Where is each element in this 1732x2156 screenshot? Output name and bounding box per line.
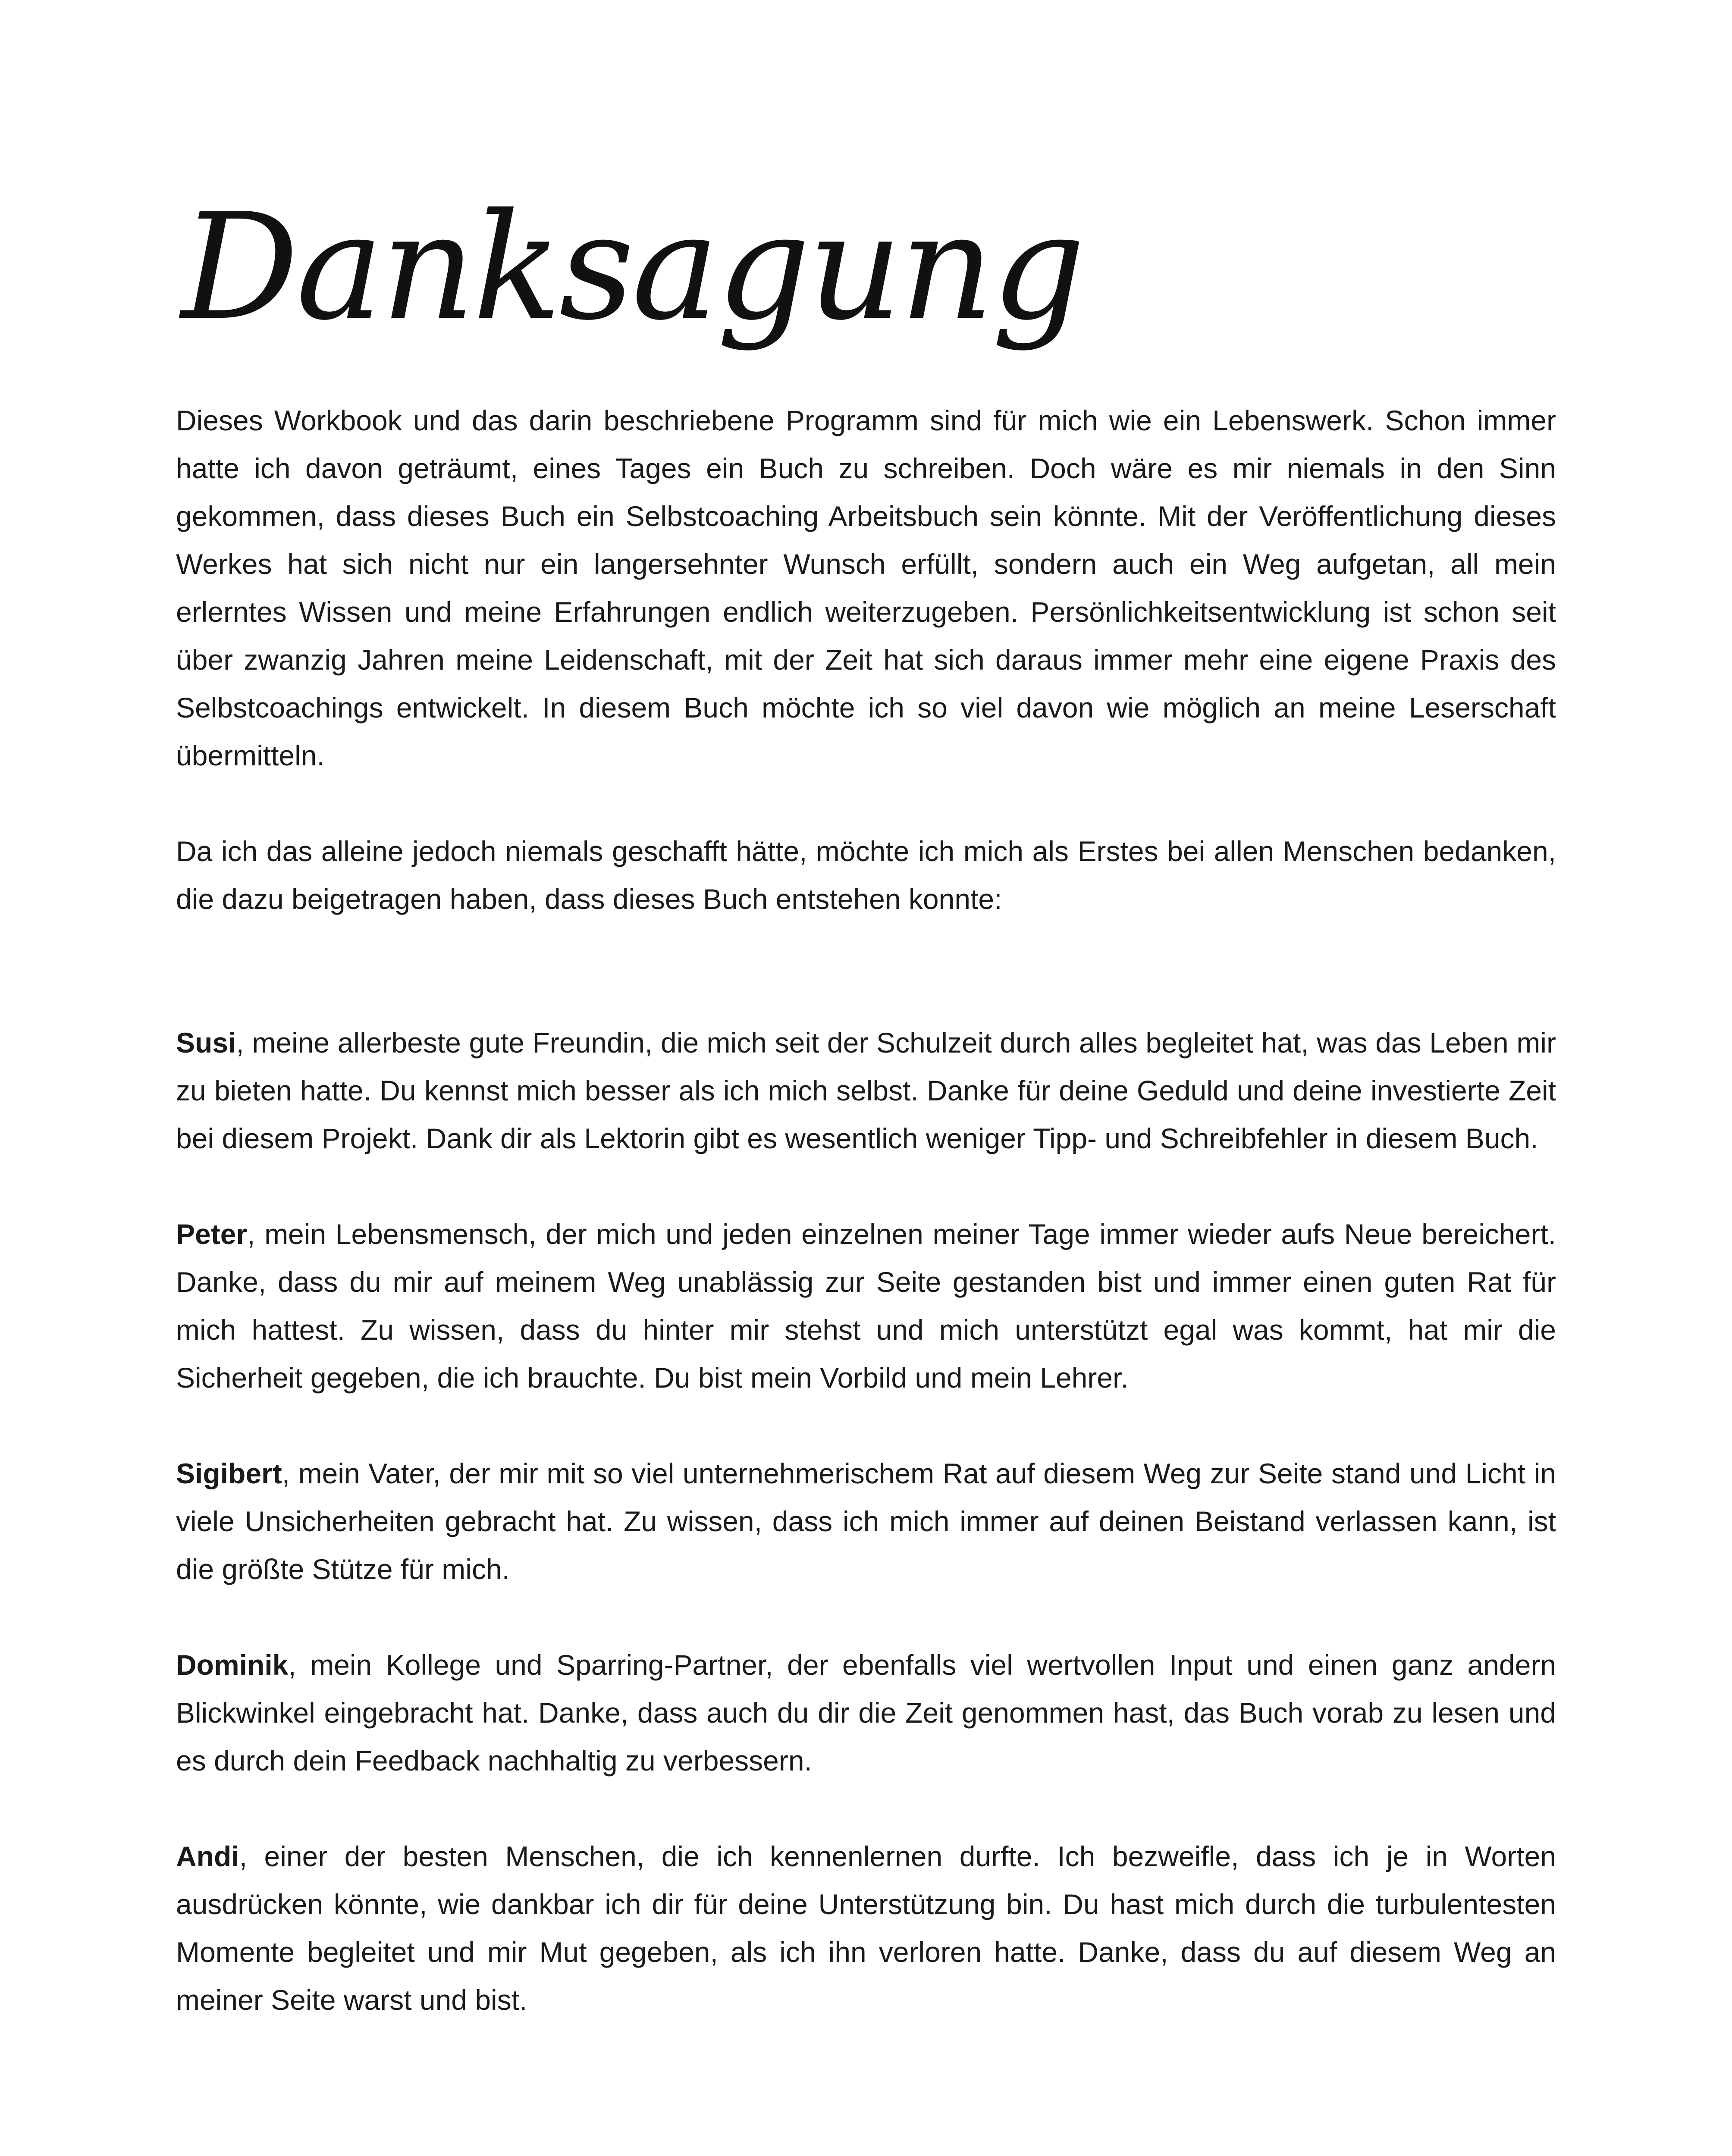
thanks-paragraph-andi [176, 1833, 1556, 2024]
thanks-text: , mein Vater, der mir mit so viel unternehmerischem Rat auf diesem Weg zur Seite stand und Licht in viele Unsicherheiten gebracht hat. Zu wissen, dass ich mich immer auf deinen Beistand verlassen kann, ist die größte Stütze für mich. [176, 1457, 1556, 1585]
thanks-name: Dominik [176, 1649, 289, 1681]
acknowledgements-body [176, 397, 1556, 2024]
thanks-name: Susi [176, 1027, 236, 1059]
thanks-text: , einer der besten Menschen, die ich kennenlernen durfte. Ich bezweifle, dass ich je in Worten ausdrücken könnte, wie dankbar ich dir für deine Unterstützung bin. Du hast mich durch die turbulentesten Momente begleitet und mir Mut gegeben, als ich ihn verloren hatte. Danke, dass du auf diesem Weg an meiner Seite warst und bist. [176, 1840, 1556, 2016]
thanks-text: , mein Kollege und Sparring-Partner, der ebenfalls viel wertvollen Input und einen ganz andern Blickwinkel eingebracht hat. Danke, dass auch du dir die Zeit genommen hast, das Buch vorab zu lesen und es durch dein Feedback nachhaltig zu verbessern. [176, 1649, 1556, 1777]
intro-paragraph: Dieses Workbook und das darin beschriebene Programm sind für mich wie ein Lebenswerk. Schon immer hatte ich davon geträumt, eines Tages ein Buch zu schreiben. Doch wäre es mir niemals in den Sinn gekommen, dass dieses Buch ein Selbstcoaching Arbeitsbuch sein könnte. Mit der Veröffentlichung dieses Werkes hat sich nicht nur ein langersehnter Wunsch erfüllt, sondern auch ein Weg aufgetan, all mein erlerntes Wissen und meine Erfahrungen endlich weiterzugeben. Persönlichkeitsentwicklung ist schon seit über zwanzig Jahren meine Leidenschaft, mit der Zeit hat sich daraus immer mehr eine eigene Praxis des Selbstcoachings entwickelt. In diesem Buch möchte ich so viel davon wie möglich an meine Leserschaft übermitteln. [176, 404, 1556, 771]
page-title: Danksagung [181, 182, 1083, 353]
thanks-name: Peter [176, 1218, 248, 1250]
thanks-text: , mein Lebensmensch, der mich und jeden einzelnen meiner Tage immer wieder aufs Neue bereichert. Danke, dass du mir auf meinem Weg unablässig zur Seite gestanden bist und immer einen guten Rat für mich hattest. Zu wissen, dass du hinter mir stehst und mich unterstützt egal was kommt, hat mir die Sicherheit gegeben, die ich brauchte. Du bist mein Vorbild und mein Lehrer. [176, 1218, 1556, 1394]
thanks-paragraph-peter [176, 1210, 1556, 1402]
thanks-name: Andi [176, 1840, 239, 1872]
thanks-text: , meine allerbeste gute Freundin, die mich seit der Schulzeit durch alles begleitet hat, was das Leben mir zu bieten hatte. Du kennst mich besser als ich mich selbst. Danke für deine Geduld und deine investierte Zeit bei diesem Projekt. Dank dir als Lektorin gibt es wesentlich weniger Tipp- und Schreibfehler in diesem Buch. [176, 1027, 1556, 1154]
thanks-paragraph-susi [176, 1019, 1556, 1163]
thanks-paragraph-dominik [176, 1641, 1556, 1785]
thanks-paragraph-sigibert [176, 1450, 1556, 1593]
intro-paragraph: Da ich das alleine jedoch niemals geschafft hätte, möchte ich mich als Erstes bei allen Menschen bedanken, die dazu beigetragen haben, dass dieses Buch entstehen konnte: [176, 835, 1556, 915]
thanks-name: Sigibert [176, 1457, 282, 1489]
